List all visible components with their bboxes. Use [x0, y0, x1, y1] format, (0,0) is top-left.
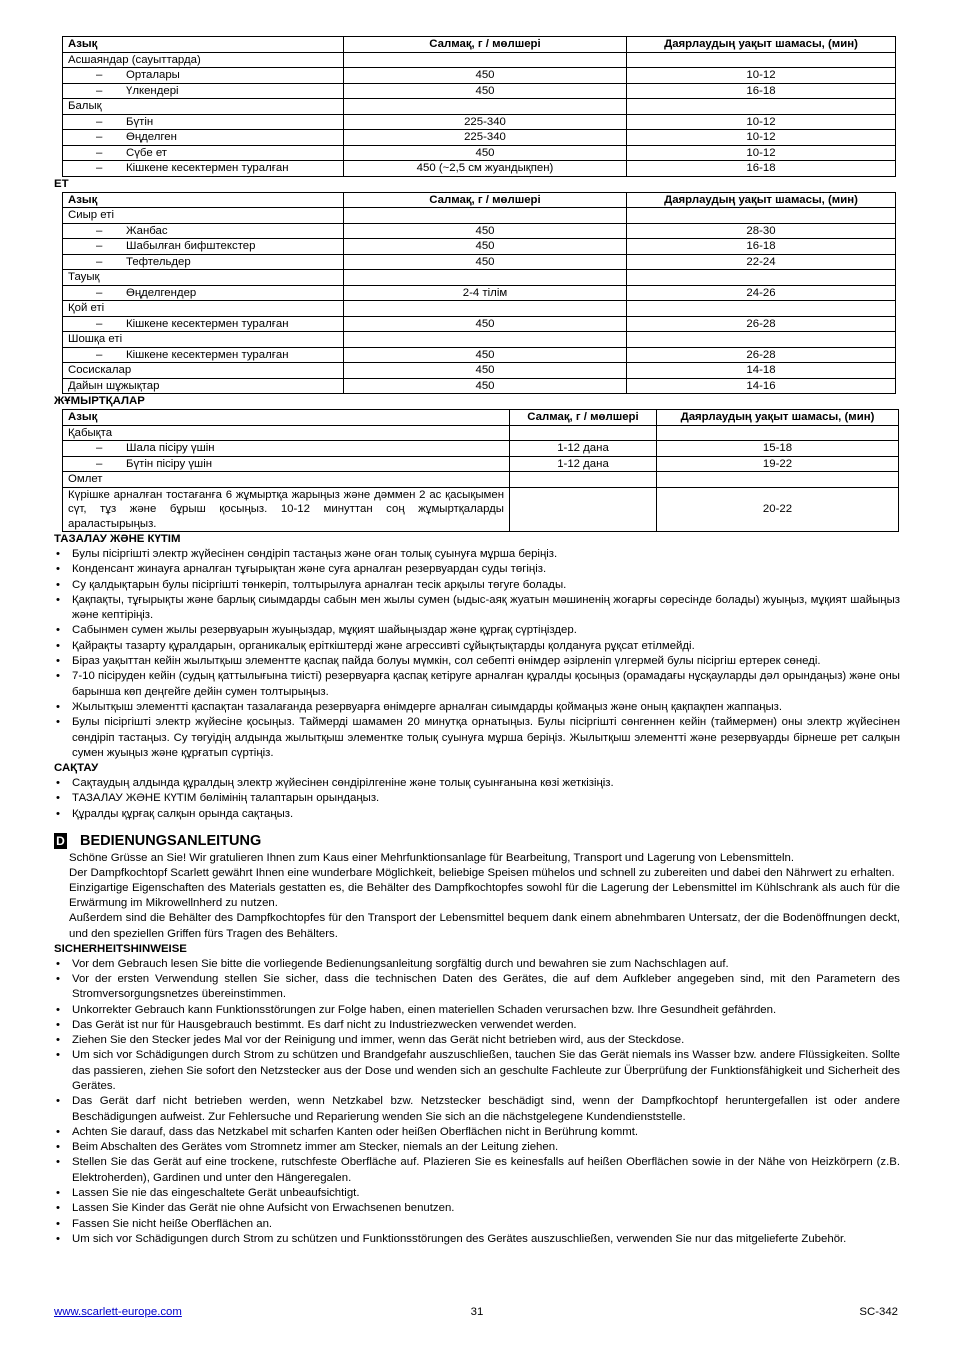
- intro-paragraph: Außerdem sind die Behälter des Dampfkochtopfes für den Transport der Lebensmittel bequem dank einem abnehmbaren Untersatz, der die Bodenöffnungen deckt, und den speziellen Griffen fürs Tragen des Behälters.: [69, 912, 900, 940]
- table-row: [63, 378, 896, 394]
- storage-item-text: Сақтаудың алдында құралдың электр жүйесінен сөндірілгеніне және толық суынғанына көзі жеткізіңіз.: [72, 777, 614, 790]
- bullet-icon: •: [56, 1125, 60, 1138]
- section-eggs-label: ЖҰМЫРТҚАЛАР: [54, 395, 145, 407]
- weight-cell: 450: [344, 254, 627, 270]
- intro-paragraph: Einzigartige Eigenschaften des Materials gestatten es, die Behälter des Dampfkochtopfes sowohl für die Lagerung der Lebensmittel im Kühlschrank als auch für die Erwärmung im Mikrowellnherd zu nutzen.: [69, 882, 900, 910]
- table-row: [63, 52, 896, 68]
- food-cell: Қабықта: [63, 425, 510, 441]
- bullet-icon: •: [56, 1095, 60, 1108]
- table-row: [63, 316, 896, 332]
- cleaning-item: [54, 578, 900, 593]
- food-sub-label: Кішкене кесектермен туралған: [126, 162, 289, 174]
- safety-item-text: Fassen Sie nicht heiße Oberflächen an.: [72, 1217, 273, 1230]
- safety-item-text: Lassen Sie Kinder das Gerät nie ohne Aufsicht von Erwachsenen benutzen.: [72, 1202, 455, 1215]
- food-cell: [63, 285, 344, 301]
- table-row: [63, 425, 899, 441]
- food-cell: [63, 239, 344, 255]
- food-sub-label: Орталары: [126, 69, 180, 81]
- time-cell: 26-28: [627, 347, 896, 363]
- time-cell: 26-28: [627, 316, 896, 332]
- safety-item: [54, 957, 900, 972]
- dash-marker: –: [96, 131, 103, 143]
- storage-item-text: ТАЗАЛАУ ЖӘНЕ КҮТІМ бөлімінің талаптарын орындаңыз.: [72, 792, 380, 805]
- dash-marker: –: [96, 348, 103, 361]
- food-cell: [63, 254, 344, 270]
- food-sub-label: Кішкене кесектермен туралған: [126, 348, 289, 361]
- dash-marker: –: [96, 146, 103, 159]
- weight-cell: 450: [344, 347, 627, 363]
- safety-item-text: Ziehen Sie den Stecker jedes Mal vor der Reinigung und immer, wenn das Gerät nicht betrieben wird, aus der Steckdose.: [72, 1034, 685, 1047]
- safety-item: [54, 1232, 900, 1247]
- bullet-icon: •: [56, 700, 60, 713]
- table-row: [63, 254, 896, 270]
- dash-marker: –: [96, 317, 103, 330]
- food-cell: Асшаяндар (сауыттарда): [63, 52, 344, 68]
- time-cell: 19-22: [657, 456, 899, 472]
- weight-cell: [510, 472, 657, 488]
- food-cell: Балық: [63, 99, 344, 115]
- time-cell: [627, 208, 896, 224]
- weight-cell: 1-12 дана: [510, 441, 657, 457]
- safety-item: [54, 1125, 900, 1140]
- food-sub-label: Сүбе ет: [126, 146, 167, 159]
- dash-marker: –: [96, 84, 103, 97]
- time-cell: 16-18: [627, 161, 896, 177]
- bullet-icon: •: [56, 1156, 60, 1169]
- bullet-icon: •: [56, 548, 60, 560]
- safety-item: [54, 1155, 900, 1186]
- food-sub-label: Жанбас: [126, 224, 168, 237]
- food-cell: [63, 130, 344, 146]
- weight-cell: 450: [344, 363, 627, 379]
- bullet-icon: •: [56, 563, 60, 576]
- bullet-icon: •: [56, 1018, 60, 1031]
- cleaning-item-text: Булы пісіргішті электр жүйесінен сөндіріп тастаңыз және оған толық суынуға мұрша беріңіз.: [72, 548, 558, 560]
- dash-marker: –: [96, 162, 103, 174]
- table-row: [63, 130, 896, 146]
- col-header-food: Азық: [63, 37, 344, 53]
- food-cell: [63, 145, 344, 161]
- cleaning-item: [54, 654, 900, 669]
- safety-item: [54, 1186, 900, 1201]
- cleaning-item: [54, 547, 900, 562]
- time-cell: 20-22: [657, 487, 899, 532]
- food-cell: [63, 441, 510, 457]
- safety-item-text: Stellen Sie das Gerät auf eine trockene, rutschfeste Oberfläche auf. Plazieren Sie es keinesfalls auf heißen Oberflächen sowie in der Nähe von Heizkörpern (z.B. Elektroherden), Gardinen und unter den Hängeregalen.: [72, 1156, 900, 1184]
- dash-marker: –: [96, 224, 103, 237]
- weight-cell: [344, 52, 627, 68]
- food-cell: Шошқа еті: [63, 332, 344, 348]
- safety-item: [54, 972, 900, 1003]
- weight-cell: 225-340: [344, 114, 627, 130]
- safety-item-text: Das Gerät darf nicht betrieben werden, wenn Netzkabel bzw. Netzstecker beschädigt sind, wenn der Dampfkochtopf heruntergefallen ist oder andere Beschädigungen aufweist. Zur Fehlersuche und Reparierung wenden Sie sich an die nächstgelegene Kundendienststelle.: [72, 1095, 900, 1123]
- model-number: SC-342: [859, 1306, 898, 1318]
- page-content: [54, 36, 900, 1247]
- bullet-icon: •: [56, 593, 60, 606]
- time-cell: [627, 301, 896, 317]
- german-intro: [54, 851, 900, 942]
- safety-list: [54, 957, 900, 1248]
- table-row: [63, 223, 896, 239]
- safety-item-text: Unkorrekter Gebrauch kann Funktionsstörungen zur Folge haben, einen materiellen Schaden verursachen bzw. Ihre Gesundheit gefährden.: [72, 1003, 777, 1016]
- bullet-icon: •: [56, 777, 60, 790]
- table-row: [63, 487, 899, 532]
- intro-paragraph: Der Dampfkochtopf Scarlett gewährt Ihnen eine wunderbare Möglichkeit, beliebige Speisen mühelos und schnell zu zubereiten und dabei den Nährwert zu erhalten.: [69, 867, 895, 880]
- weight-cell: [510, 487, 657, 532]
- time-cell: 15-18: [657, 441, 899, 457]
- time-cell: 14-18: [627, 363, 896, 379]
- time-cell: 10-12: [627, 68, 896, 84]
- food-cell: Дайын шұжықтар: [63, 378, 344, 394]
- food-sub-label: Шала пісіру үшін: [126, 442, 215, 454]
- table-row: [63, 363, 896, 379]
- time-cell: 16-18: [627, 83, 896, 99]
- safety-item: [54, 1217, 900, 1232]
- food-cell: [63, 161, 344, 177]
- cleaning-item-text: Булы пісіргішті электр жүйесіне қосыңыз. Таймерді шамамен 20 минутқа орнатыңыз. Булы пісіргішті сөнгеннен кейін (таймермен) оны электр жүйесінен сөндіріп тастаңыз. Су төгуідің алдында жылытқыш элементке толық суынуға мұрша беріңіз. Жылытқыш элементті және резервуарды бірнеше рет салқын сумен жуыңыз және құрғатып сүртіңіз.: [72, 716, 900, 759]
- weight-cell: [344, 332, 627, 348]
- table-row: [63, 239, 896, 255]
- food-cell: [63, 114, 344, 130]
- bullet-icon: •: [56, 1003, 60, 1016]
- german-title: BEDIENUNGSANLEITUNG: [80, 833, 262, 850]
- bullet-icon: •: [56, 624, 60, 637]
- safety-item-text: Um sich vor Schädigungen durch Strom zu schützen und Funktionsstörungen des Gerätes auszuschließen, verwenden Sie nur das mitgelieferte Zubehör.: [72, 1232, 847, 1245]
- table-row: [63, 145, 896, 161]
- dash-marker: –: [96, 286, 103, 299]
- cooking-table-meat: [62, 192, 896, 395]
- cleaning-item: [54, 639, 900, 654]
- safety-item-text: Lassen Sie nie das eingeschaltete Gerät unbeaufsichtigt.: [72, 1187, 360, 1200]
- table-row: [63, 114, 896, 130]
- table-row: [63, 441, 899, 457]
- bullet-icon: •: [56, 1202, 60, 1215]
- weight-cell: 1-12 дана: [510, 456, 657, 472]
- storage-heading: САҚТАУ: [54, 762, 99, 775]
- dash-marker: –: [96, 255, 103, 268]
- food-sub-label: Тефтельдер: [126, 255, 191, 268]
- col-header-weight: Салмақ, г / мөлшері: [344, 192, 627, 208]
- table-row: [63, 285, 896, 301]
- weight-cell: 450: [344, 145, 627, 161]
- food-cell: [63, 316, 344, 332]
- cleaning-item-text: Жылытқыш элементті қаспақтан тазалағанда резервуарға өнімдерге арналған сиымдарды қоймаңыз және оның қақпақпен жаппаңыз.: [72, 700, 783, 713]
- bullet-icon: •: [56, 1034, 60, 1047]
- cleaning-item-text: Біраз уақыттан кейін жылытқыш элементте қаспақ пайда болуы мүмкін, сол себепті өнімдер әзірленіп үлгермей булы пісіргіш ертерек сөнеді.: [72, 655, 821, 668]
- dash-marker: –: [96, 457, 103, 470]
- food-cell: [63, 223, 344, 239]
- bullet-icon: •: [56, 972, 60, 985]
- cleaning-item-text: Қақпақты, тұғырықты және барлық сиымдарды сабын мен жылы сумен (ыдыс-аяқ жуатын мәшиненің жоғарғы сөресінде болады) жуыңыз, мұқият шайыңыз және кептіріңіз.: [72, 593, 900, 622]
- weight-cell: 450: [344, 223, 627, 239]
- food-cell: Омлет: [63, 472, 510, 488]
- table-row: [63, 208, 896, 224]
- time-cell: [627, 270, 896, 286]
- time-cell: 10-12: [627, 145, 896, 161]
- food-cell: [63, 456, 510, 472]
- table-row: [63, 332, 896, 348]
- storage-list: [54, 776, 900, 822]
- section-meat-label: ЕТ: [54, 177, 69, 190]
- food-sub-label: Кішкене кесектермен туралған: [126, 317, 289, 330]
- bullet-icon: •: [56, 1141, 60, 1154]
- food-sub-label: Өңделген: [126, 131, 177, 143]
- table-row: [63, 161, 896, 177]
- safety-item-text: Achten Sie darauf, dass das Netzkabel mit scharfen Kanten oder heißen Oberflächen nicht in Berührung kommt.: [72, 1125, 639, 1138]
- bullet-icon: •: [56, 792, 60, 805]
- bullet-icon: •: [56, 578, 60, 591]
- table-row: [63, 270, 896, 286]
- safety-item-text: Das Gerät ist nur für Hausgebrauch bestimmt. Es darf nicht zu Industriezwecken verwendet werden.: [72, 1018, 577, 1031]
- cleaning-item-text: Қайрақты тазарту құралдарын, органикалық еріткіштерді және агрессивті сұйықтықтарды қолдануға рұқсат етілмейді.: [72, 639, 695, 652]
- cooking-table-seafood: [62, 36, 896, 177]
- storage-item: [54, 791, 900, 806]
- cleaning-item: [54, 669, 900, 700]
- time-cell: 22-24: [627, 254, 896, 270]
- food-sub-label: Бүтін: [126, 115, 154, 128]
- dash-marker: –: [96, 442, 103, 454]
- col-header-time: Даярлаудың уақыт шамасы, (мин): [627, 192, 896, 208]
- weight-cell: [510, 425, 657, 441]
- time-cell: [657, 472, 899, 488]
- col-header-time: Даярлаудың уақыт шамасы, (мин): [627, 37, 896, 53]
- cleaning-item: [54, 700, 900, 715]
- weight-cell: 450: [344, 68, 627, 84]
- food-sub-label: Өңделгендер: [126, 286, 197, 299]
- food-cell: [63, 347, 344, 363]
- table-row: [63, 472, 899, 488]
- time-cell: 10-12: [627, 114, 896, 130]
- food-cell: Тауық: [63, 270, 344, 286]
- col-header-weight: Салмақ, г / мөлшері: [510, 410, 657, 426]
- table-row: [63, 68, 896, 84]
- bullet-icon: •: [56, 639, 60, 652]
- bullet-icon: •: [56, 1232, 60, 1245]
- time-cell: 24-26: [627, 285, 896, 301]
- cleaning-item: [54, 593, 900, 624]
- weight-cell: 450: [344, 239, 627, 255]
- storage-item: [54, 807, 900, 822]
- weight-cell: [344, 99, 627, 115]
- safety-item-text: Um sich vor Schädigungen durch Strom zu schützen und Brandgefahr auszuschließen, tauchen Sie das Gerät niemals ins Wasser bzw. andere Flüssigkeiten. Sollte das passieren, ziehen Sie sofort den Netzstecker aus der Dose und wenden sich an geschulte Fachleute zur Überprüfung der Funktionsfähigkeit und Sicherheit des Gerätes.: [72, 1049, 900, 1092]
- bullet-icon: •: [56, 1049, 60, 1062]
- cleaning-item-text: Сабынмен сумен жылы резервуарын жуыңыздар, мұқият шайыңыздар және құрғақ сүртіңіздер.: [72, 624, 577, 637]
- bullet-icon: •: [56, 716, 60, 729]
- food-cell: Күрішке арналған тостағанға 6 жұмыртқа жарыңыз және дәммен 2 ас қасықымен сүт, тұз және бұрыш қосыңыз. 10-12 минуттан соң жұмыртқаларды араластырыңыз.: [63, 487, 510, 532]
- table-row: [63, 83, 896, 99]
- cleaning-list: [54, 547, 900, 761]
- table-row: [63, 347, 896, 363]
- storage-item: [54, 776, 900, 791]
- table-row: [63, 301, 896, 317]
- time-cell: [627, 332, 896, 348]
- storage-item-text: Құралды құрғақ салқын орында сақтаңыз.: [72, 807, 294, 820]
- food-cell: [63, 83, 344, 99]
- food-cell: Қой еті: [63, 301, 344, 317]
- time-cell: 14-16: [627, 378, 896, 394]
- safety-heading: SICHERHEITSHINWEISE: [54, 942, 187, 955]
- page-number: 31: [470, 1306, 484, 1318]
- food-sub-label: Үлкендері: [126, 84, 179, 97]
- cleaning-item: [54, 715, 900, 761]
- safety-item: [54, 1003, 900, 1018]
- time-cell: [627, 99, 896, 115]
- cleaning-item: [54, 562, 900, 577]
- page-footer: [54, 1306, 900, 1322]
- col-header-weight: Салмақ, г / мөлшері: [344, 37, 627, 53]
- col-header-time: Даярлаудың уақыт шамасы, (мин): [657, 410, 899, 426]
- language-badge: D: [54, 833, 67, 849]
- weight-cell: 450: [344, 83, 627, 99]
- bullet-icon: •: [56, 957, 60, 970]
- website-link[interactable]: www.scarlett-europe.com: [54, 1306, 182, 1318]
- weight-cell: 225-340: [344, 130, 627, 146]
- food-cell: Сиыр еті: [63, 208, 344, 224]
- safety-item: [54, 1140, 900, 1155]
- weight-cell: 450: [344, 378, 627, 394]
- bullet-icon: •: [56, 1217, 60, 1230]
- table-row: [63, 456, 899, 472]
- cleaning-item-text: 7-10 пісіруден кейін (судың қаттылығына тиісті) резервуарға қаспақ кетіруге арналған құралды қосыңыз (орамадағы нұсқауларды дәл орындаңыз) және оны барынша көп деңгейге дейін сумен толтырыңыз.: [72, 670, 900, 698]
- cleaning-item: [54, 623, 900, 638]
- weight-cell: 450: [344, 316, 627, 332]
- food-sub-label: Шабылған бифштекстер: [126, 240, 256, 252]
- bullet-icon: •: [56, 655, 60, 668]
- weight-cell: 2-4 тілім: [344, 285, 627, 301]
- cleaning-item-text: Су қалдықтарын булы пісіргішті төнкеріп, толтырылуға арналған тесік арқылы төгуге болады.: [72, 578, 567, 591]
- time-cell: 16-18: [627, 239, 896, 255]
- weight-cell: 450 (~2,5 см жуандықпен): [344, 161, 627, 177]
- bullet-icon: •: [56, 1187, 60, 1200]
- german-section-header: [54, 831, 900, 851]
- dash-marker: –: [96, 115, 103, 128]
- safety-item: [54, 1201, 900, 1216]
- weight-cell: [344, 301, 627, 317]
- safety-item: [54, 1094, 900, 1125]
- weight-cell: [344, 208, 627, 224]
- safety-item: [54, 1018, 900, 1033]
- intro-paragraph: Schöne Grüsse an Sie! Wir gratulieren Ihnen zum Kaus einer Mehrfunktionsanlage für Bearbeitung, Transport und Lagerung von Lebensmitteln.: [69, 852, 794, 865]
- food-cell: [63, 68, 344, 84]
- time-cell: 10-12: [627, 130, 896, 146]
- safety-item: [54, 1033, 900, 1048]
- time-cell: [627, 52, 896, 68]
- weight-cell: [344, 270, 627, 286]
- dash-marker: –: [96, 69, 103, 81]
- safety-item-text: Vor der ersten Verwendung stellen Sie sicher, dass die technischen Daten des Gerätes, die auf dem Aufkleber angegeben sind, mit den Parametern des Stromversorgungsnetzes übereinstimmen.: [72, 972, 900, 1001]
- time-cell: [657, 425, 899, 441]
- table-row: [63, 99, 896, 115]
- bullet-icon: •: [56, 670, 60, 683]
- bullet-icon: •: [56, 807, 60, 820]
- safety-item-text: Beim Abschalten des Gerätes vom Stromnetz immer am Stecker, niemals an der Leitung ziehen.: [72, 1141, 559, 1154]
- safety-item-text: Vor dem Gebrauch lesen Sie bitte die vorliegende Bedienungsanleitung sorgfältig durch und bewahren sie zum Nachschlagen auf.: [72, 957, 729, 970]
- food-cell: Сосискалар: [63, 363, 344, 379]
- safety-item: [54, 1048, 900, 1094]
- cooking-table-eggs: [62, 409, 899, 532]
- col-header-food: Азық: [63, 192, 344, 208]
- cleaning-item-text: Конденсант жинауға арналған тұғырықтан және суға арналған резервуардан суды төгіңіз.: [72, 563, 547, 576]
- time-cell: 28-30: [627, 223, 896, 239]
- dash-marker: –: [96, 240, 103, 252]
- cleaning-heading: ТАЗАЛАУ ЖӘНЕ КҮТІМ: [54, 533, 181, 545]
- col-header-food: Азық: [63, 410, 510, 426]
- food-sub-label: Бүтін пісіру үшін: [126, 457, 213, 470]
